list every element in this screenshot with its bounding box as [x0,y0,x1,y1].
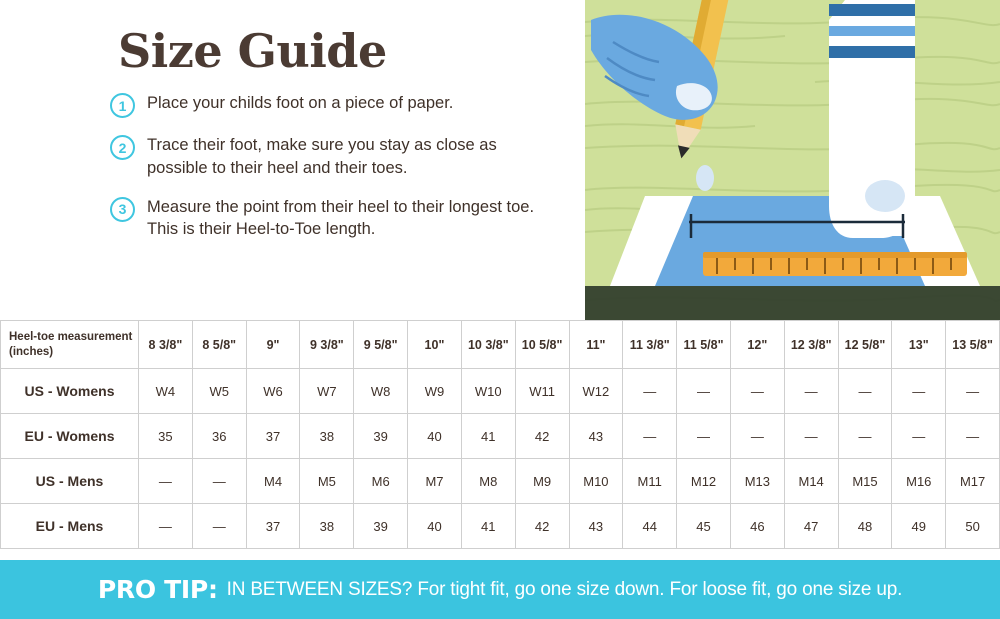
column-header: 9 3/8" [300,321,354,369]
step-number-badge: 2 [110,135,135,160]
table-cell: 49 [892,504,946,549]
illustration-svg [585,0,1000,320]
table-cell: — [623,369,677,414]
size-chart [0,320,1000,560]
table-cell: — [730,414,784,459]
table-cell: M9 [515,459,569,504]
size-table [0,320,1000,549]
table-cell: 39 [354,504,408,549]
table-cell: M17 [946,459,1000,504]
table-cell: 48 [838,504,892,549]
step-text: Measure the point from their heel to their longest toe. This is their Heel-to-Toe length. [147,197,535,239]
measurement-header: Heel-toe measurement (inches) [1,321,139,369]
instruction-step [110,134,585,180]
table-cell: W4 [139,369,193,414]
instruction-step [110,196,585,242]
table-cell: — [730,369,784,414]
table-cell: 43 [569,414,623,459]
table-cell: 42 [515,414,569,459]
table-cell: — [784,414,838,459]
page-title: Size Guide [118,24,387,78]
table-cell: — [623,414,677,459]
table-cell: 38 [300,414,354,459]
table-cell: M4 [246,459,300,504]
table-cell: W9 [408,369,462,414]
table-row [1,504,1000,549]
table-cell: 38 [300,504,354,549]
foot-tracing-illustration [585,0,1000,320]
table-cell: M14 [784,459,838,504]
column-header: 12" [730,321,784,369]
table-cell: 40 [408,414,462,459]
table-cell: — [192,504,246,549]
column-header: 10" [408,321,462,369]
table-cell: 45 [677,504,731,549]
table-cell: W12 [569,369,623,414]
column-header: 8 3/8" [139,321,193,369]
table-row [1,369,1000,414]
table-cell: M10 [569,459,623,504]
table-cell: W10 [461,369,515,414]
table-cell: 46 [730,504,784,549]
table-row [1,459,1000,504]
pro-tip-label: PRO TIP: [97,575,218,604]
step-text: Place your childs foot on a piece of paper. [147,94,454,112]
step-number-badge: 1 [110,93,135,118]
table-cell: 35 [139,414,193,459]
column-header: 8 5/8" [192,321,246,369]
table-cell: M11 [623,459,677,504]
table-cell: 50 [946,504,1000,549]
table-cell: — [838,414,892,459]
table-header-row [1,321,1000,369]
table-cell: M7 [408,459,462,504]
table-cell: — [946,369,1000,414]
table-cell: M8 [461,459,515,504]
table-cell: W5 [192,369,246,414]
table-cell: — [946,414,1000,459]
table-cell: 41 [461,414,515,459]
column-header: 11 3/8" [623,321,677,369]
table-cell: — [677,369,731,414]
table-cell: 44 [623,504,677,549]
table-cell: 36 [192,414,246,459]
table-cell: W8 [354,369,408,414]
row-header: EU - Womens [1,414,139,459]
table-cell: M16 [892,459,946,504]
step-number-badge: 3 [110,197,135,222]
table-cell: 37 [246,504,300,549]
table-cell: — [139,459,193,504]
row-header: US - Womens [1,369,139,414]
table-cell: 43 [569,504,623,549]
column-header: 13 5/8" [946,321,1000,369]
column-header: 10 3/8" [461,321,515,369]
column-header: 11 5/8" [677,321,731,369]
table-cell: 42 [515,504,569,549]
table-cell: — [838,369,892,414]
instructions-panel [0,0,585,320]
table-cell: 40 [408,504,462,549]
instruction-step [110,92,585,118]
table-cell: M5 [300,459,354,504]
table-cell: M13 [730,459,784,504]
table-cell: M6 [354,459,408,504]
pro-tip-text: IN BETWEEN SIZES? For tight fit, go one size down. For loose fit, go one size up. [226,578,903,600]
table-cell: — [677,414,731,459]
table-cell: 39 [354,414,408,459]
table-cell: — [892,414,946,459]
table-cell: — [139,504,193,549]
table-cell: M15 [838,459,892,504]
step-text: Trace their foot, make sure you stay as close as possible to their heel and their toes. [147,136,497,177]
table-cell: 47 [784,504,838,549]
table-row [1,414,1000,459]
table-cell: — [784,369,838,414]
pro-tip-banner [0,560,1000,619]
column-header: 11" [569,321,623,369]
column-header: 12 3/8" [784,321,838,369]
column-header: 10 5/8" [515,321,569,369]
column-header: 13" [892,321,946,369]
column-header: 9 5/8" [354,321,408,369]
column-header: 12 5/8" [838,321,892,369]
column-header: 9" [246,321,300,369]
table-cell: W11 [515,369,569,414]
row-header: EU - Mens [1,504,139,549]
table-cell: M12 [677,459,731,504]
table-cell: 41 [461,504,515,549]
row-header: US - Mens [1,459,139,504]
table-cell: W7 [300,369,354,414]
table-cell: W6 [246,369,300,414]
table-cell: — [892,369,946,414]
table-cell: — [192,459,246,504]
table-cell: 37 [246,414,300,459]
